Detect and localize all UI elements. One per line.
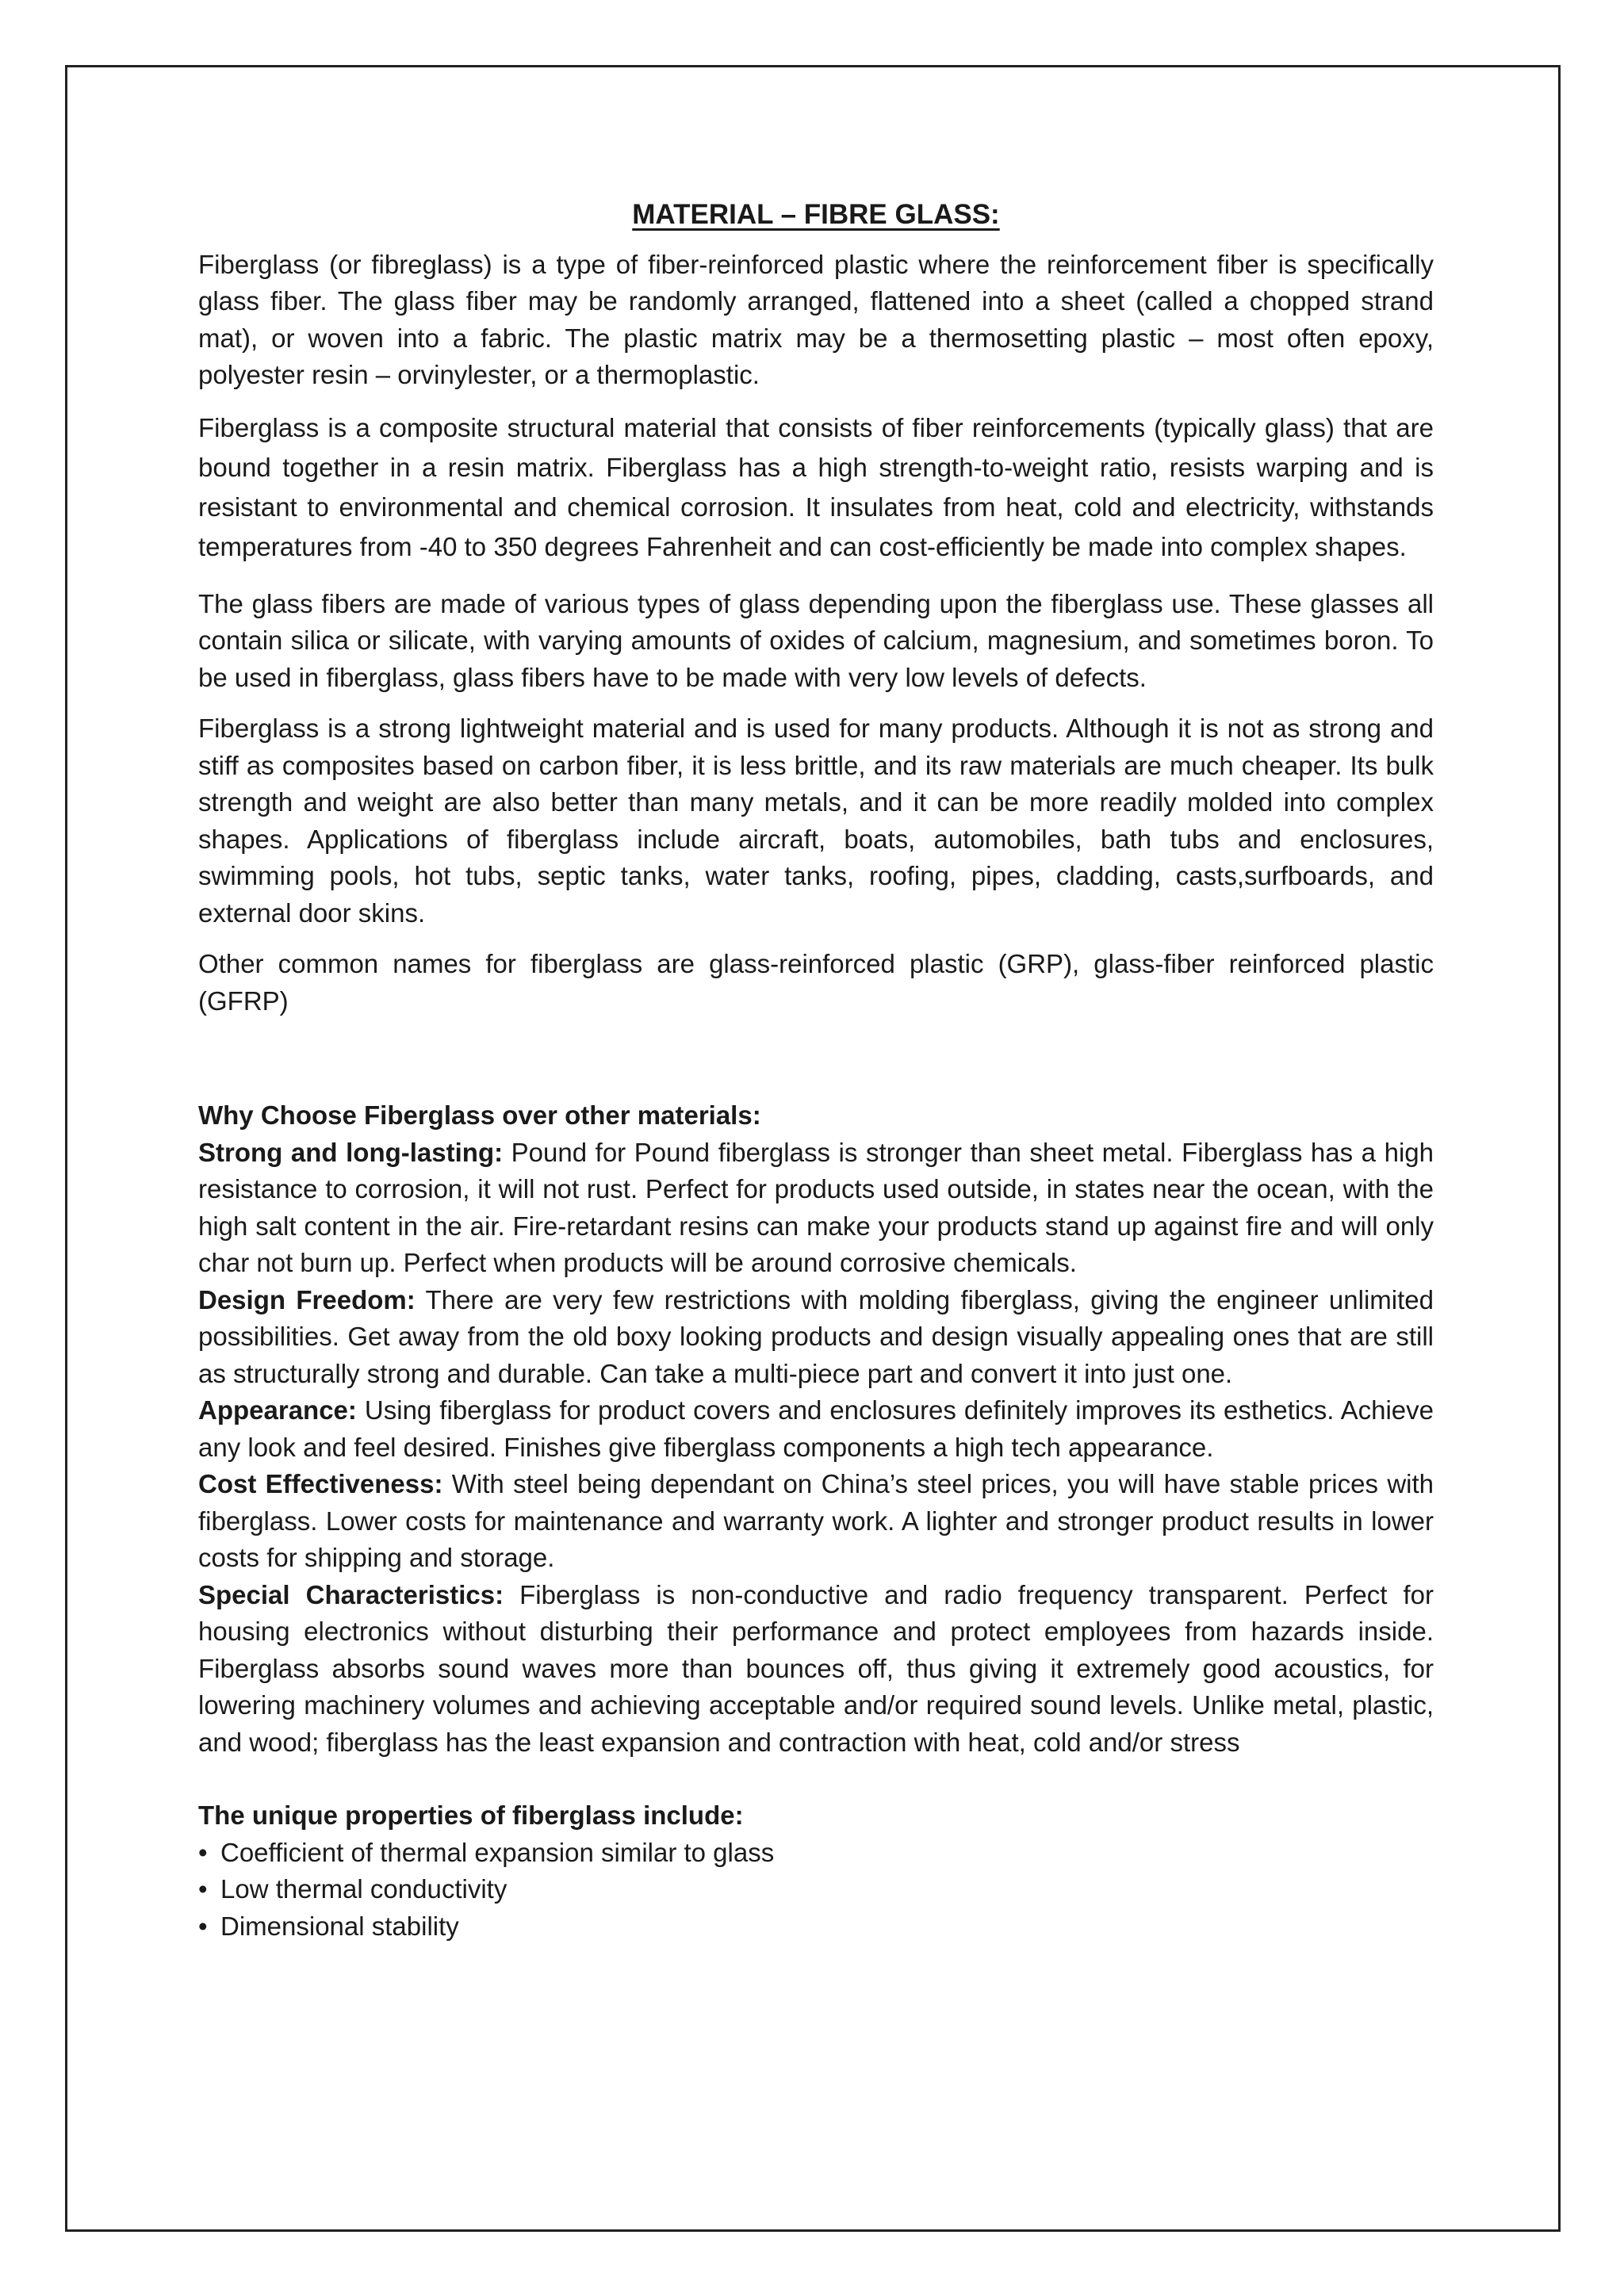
paragraph-glass-fibers: The glass fibers are made of various types of glass depending upon the fiberglass use. These glasses all contain silica or silicate, with varying amounts of oxides of calcium, magnesium, and sometimes boron. To be used in fiberglass, glass fibers have to be made with very low levels of defects. — [198, 588, 1434, 692]
list-item — [198, 1871, 1434, 1908]
reason-term: Strong and long-lasting: — [198, 1137, 504, 1167]
paragraph-other-names: Other common names for fiberglass are glass-reinforced plastic (GRP), glass-fiber reinforced plastic (GFRP) — [198, 949, 1434, 1016]
reason-special-characteristics — [198, 1577, 1434, 1762]
reason-cost-effectiveness — [198, 1466, 1434, 1577]
bullet-icon: • — [198, 1837, 208, 1867]
document-body — [198, 197, 1434, 1945]
reason-design-freedom — [198, 1282, 1434, 1393]
list-item-text: Dimensional stability — [220, 1911, 459, 1941]
reason-text: With steel being dependant on China’s steel prices, you will have stable prices with fiberglass. Lower costs for maintenance and warranty work. A lighter and stronger product results in lower costs for shipping and storage. — [198, 1469, 1434, 1572]
paragraph-definition: Fiberglass (or fibreglass) is a type of fiber-reinforced plastic where the reinforcement fiber is specifically glass fiber. The glass fiber may be randomly arranged, flattened into a sheet (called a chopped strand mat), or woven into a fabric. The plastic matrix may be a thermosetting plastic – most often epoxy, polyester resin – orvinylester, or a thermoplastic. — [198, 249, 1434, 389]
paragraph-applications: Fiberglass is a strong lightweight material and is used for many products. Although it is not as strong and stiff as composites based on carbon fiber, it is less brittle, and its raw materials are much cheaper. Its bulk strength and weight are also better than many metals, and it can be more readily molded into complex shapes. Applications of fiberglass include aircraft, boats, automobiles, bath tubs and enclosures, swimming pools, hot tubs, septic tanks, water tanks, roofing, pipes, cladding, casts,surfboards, and external door skins. — [198, 714, 1434, 928]
reason-term: Appearance: — [198, 1395, 357, 1425]
document-title: MATERIAL – FIBRE GLASS: — [632, 199, 1000, 230]
why-choose-heading: Why Choose Fiberglass over other materials: — [198, 1100, 761, 1130]
list-item — [198, 1908, 1434, 1946]
bullet-icon: • — [198, 1911, 208, 1941]
reason-text: Fiberglass is non-conductive and radio frequency transparent. Perfect for housing electronics without disturbing their performance and protect employees from hazards inside. Fiberglass absorbs sound waves more than bounces off, thus giving it extremely good acoustics, for lowering machinery volumes and achieving acceptable and/or required sound levels. Unlike metal, plastic, and wood; fiberglass has the least expansion and contraction with heat, cold and/or stress — [198, 1579, 1434, 1757]
properties-list — [198, 1835, 1434, 1946]
reason-term: Design Freedom: — [198, 1284, 416, 1314]
list-item-text: Low thermal conductivity — [220, 1874, 508, 1904]
reason-term: Special Characteristics: — [198, 1579, 504, 1609]
list-item-text: Coefficient of thermal expansion similar to glass — [220, 1837, 775, 1867]
list-item — [198, 1835, 1434, 1872]
reason-text: Pound for Pound fiberglass is stronger than sheet metal. Fiberglass has a high resistance to corrosion, it will not rust. Perfect for products used outside, in states near the ocean, with the high salt content in the air. Fire-retardant resins can make your products stand up against fire and will only char not burn up. Perfect when products will be around corrosive chemicals. — [198, 1137, 1434, 1277]
reason-text: Using fiberglass for product covers and enclosures definitely improves its esthetics. Achieve any look and feel desired. Finishes give fiberglass components a high tech appearance. — [198, 1395, 1434, 1462]
reason-strong-long-lasting — [198, 1135, 1434, 1282]
paragraph-composite: Fiberglass is a composite structural material that consists of fiber reinforcements (typically glass) that are bound together in a resin matrix. Fiberglass has a high strength-to-weight ratio, resists warping and is resistant to environmental and chemical corrosion. It insulates from heat, cold and electricity, withstands temperatures from -40 to 350 degrees Fahrenheit and can cost-efficiently be made into complex shapes. — [198, 412, 1434, 561]
reason-appearance — [198, 1392, 1434, 1466]
reason-text: There are very few restrictions with molding fiberglass, giving the engineer unlimited possibilities. Get away from the old boxy looking products and design visually appealing ones that are still as structurally strong and durable. Can take a multi-piece part and convert it into just one. — [198, 1284, 1434, 1388]
reason-term: Cost Effectiveness: — [198, 1469, 443, 1498]
bullet-icon: • — [198, 1874, 208, 1904]
properties-heading: The unique properties of fiberglass include: — [198, 1800, 744, 1830]
